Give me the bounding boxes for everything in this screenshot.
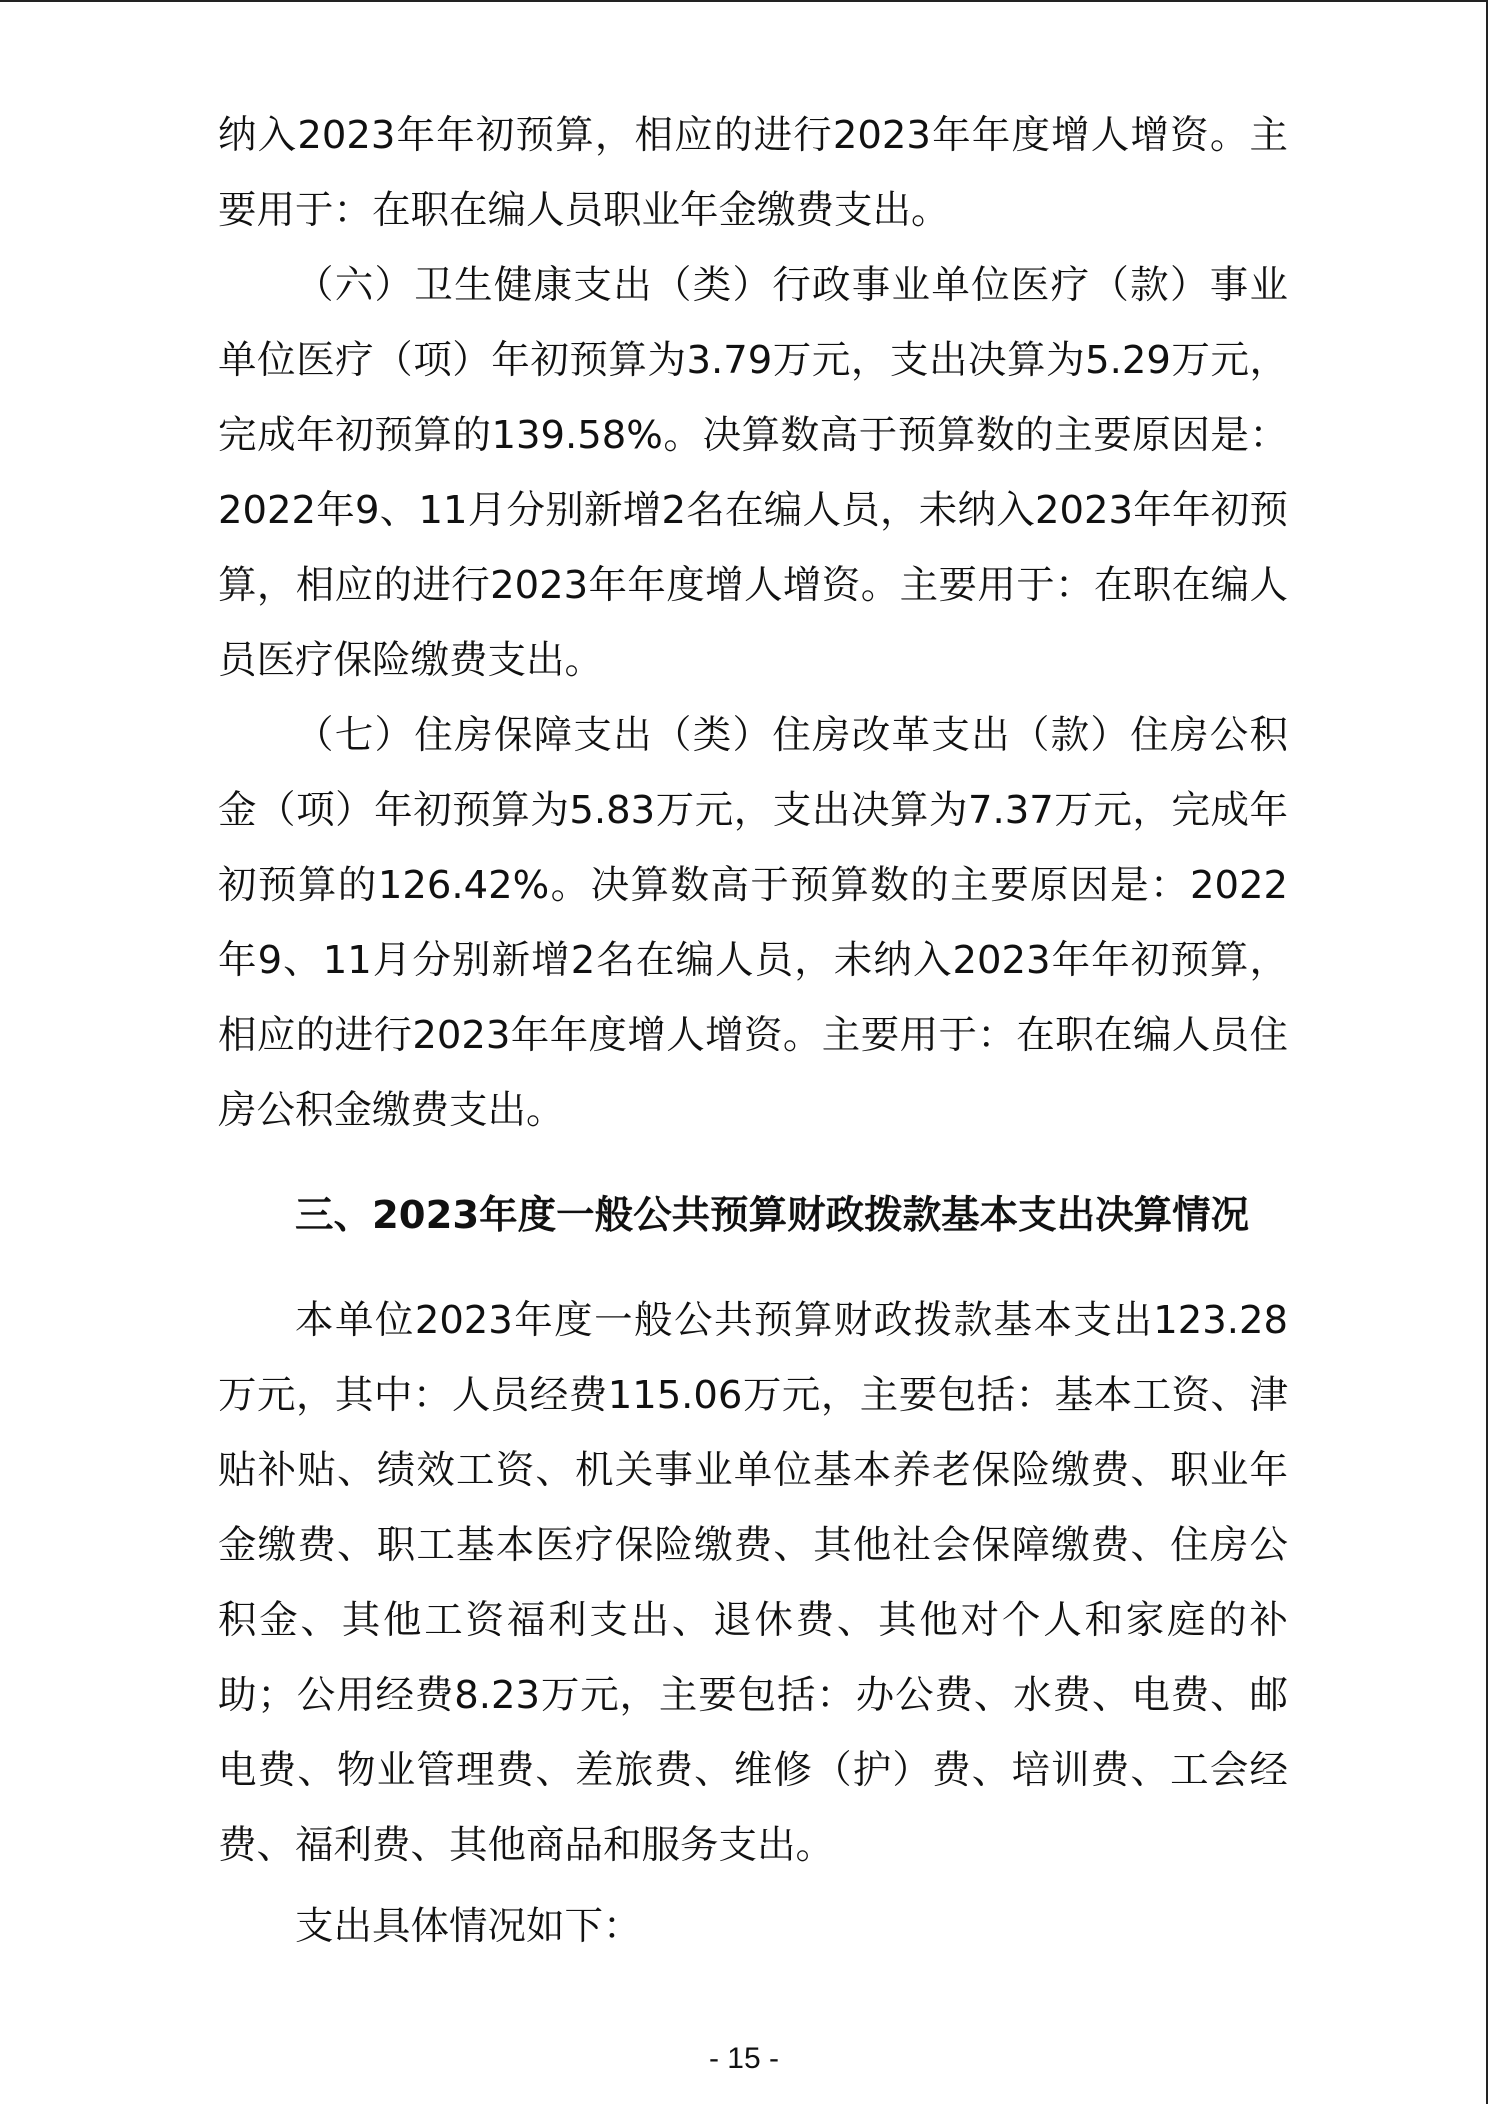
page-top-border [0, 0, 1488, 2]
document-page [218, 98, 1288, 1964]
paragraph-housing-expenditure: （七）住房保障支出（类）住房改革支出（款）住房公积金（项）年初预算为5.83万元，支出决算为7.37万元，完成年初预算的126.42%。决算数高于预算数的主要原因是：2022年9、11月分别新增2名在编人员，未纳入2023年年初预算，相应的进行2023年年度增人增资。主要用于：在职在编人员住房公积金缴费支出。 [218, 713, 1288, 1133]
paragraph-basic-expenditure: 本单位2023年度一般公共预算财政拨款基本支出123.28万元，其中：人员经费115.06万元，主要包括：基本工资、津贴补贴、绩效工资、机关事业单位基本养老保险缴费、职业年金缴费、职工基本医疗保险缴费、其他社会保障缴费、住房公积金、其他工资福利支出、退休费、其他对个人和家庭的补助；公用经费8.23万元，主要包括：办公费、水费、电费、邮电费、物业管理费、差旅费、维修（护）费、培训费、工会经费、福利费、其他商品和服务支出。 [218, 1298, 1288, 1868]
paragraph-details-lead: 支出具体情况如下： [295, 1904, 642, 1949]
section-heading: 三、2023年度一般公共预算财政拨款基本支出决算情况 [295, 1193, 1250, 1238]
paragraph-health-expenditure: （六）卫生健康支出（类）行政事业单位医疗（款）事业单位医疗（项）年初预算为3.79万元，支出决算为5.29万元，完成年初预算的139.58%。决算数高于预算数的主要原因是：2022年9、11月分别新增2名在编人员，未纳入2023年年初预算，相应的进行2023年年度增人增资。主要用于：在职在编人员医疗保险缴费支出。 [218, 263, 1288, 683]
page-number: - 15 - [708, 2042, 780, 2075]
paragraph-continuation: 纳入2023年年初预算，相应的进行2023年年度增人增资。主要用于：在职在编人员职业年金缴费支出。 [218, 113, 1288, 233]
